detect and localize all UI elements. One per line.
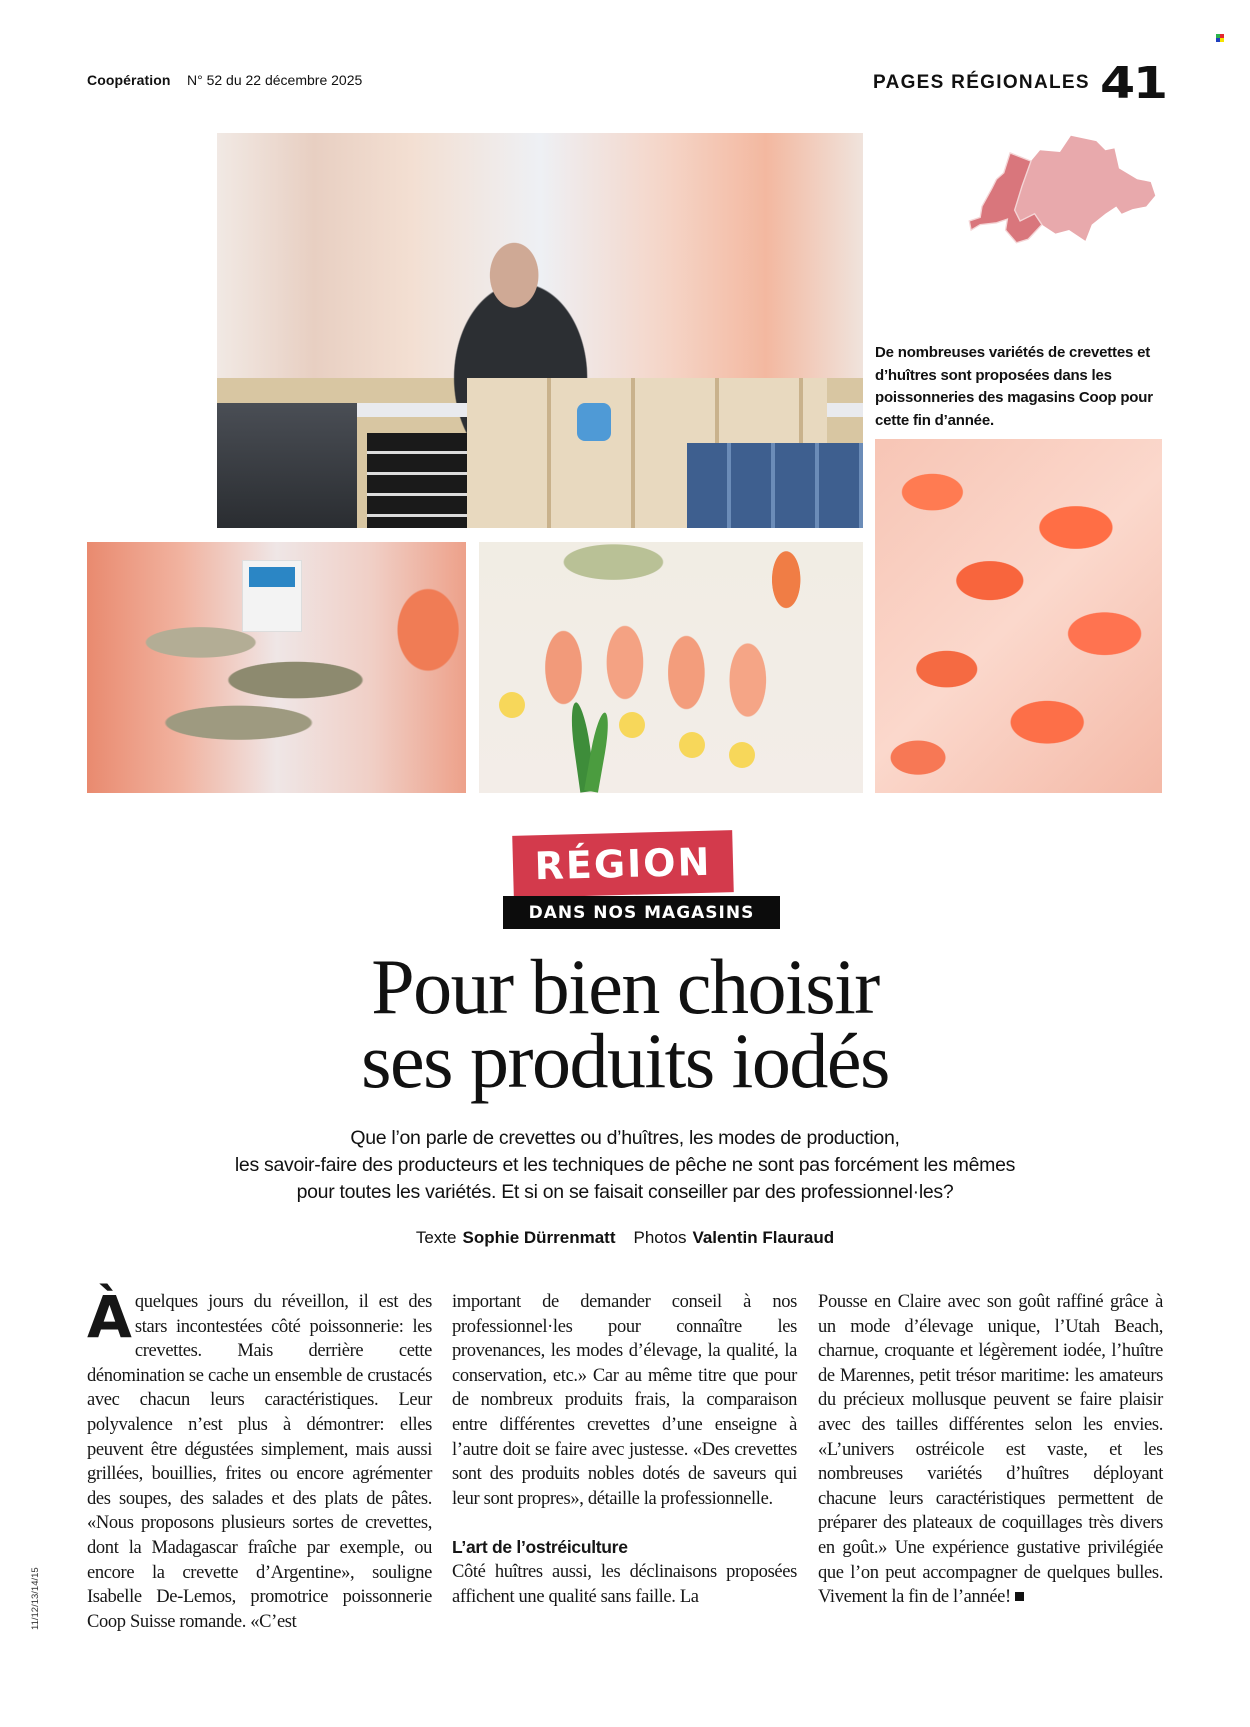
end-of-article-icon (1015, 1592, 1024, 1601)
lede-line: les savoir-faire des producteurs et les techniques de pêche ne sont pas forcément les mêmes (234, 1154, 1016, 1176)
body-column-1 (87, 1283, 432, 1634)
body-text: Côté huîtres aussi, les déclinaisons proposées affichent une qualité sans faille. La (452, 1561, 797, 1607)
body-text: Pousse en Claire avec son goût raffiné grâce à un mode d’élevage unique, l’Utah Beach, charnue, croquante et légèrement iodée, l’huître de Marennes, petit trésor maritime: les amateurs du précieux mollusque peuvent se faire plaisir avec des tailles différentes selon les envies. «L’univers ostréicole est vaste, et les nombreuses variétés d’huîtres déployant chacune leurs caractéristiques permettent de préparer des plateaux de coquillages très divers en goût.» Une expérience gustative privilégiée que l’on peut accompagner de quelques bulles. Vivement la fin de l’année! (818, 1292, 1163, 1608)
body-text: important de demander conseil à nos professionnel·les pour connaître les provenances, les modes d’élevage, la qualité, la conservation, etc.» Car au même titre que pour de nombreux produits frais, la comparaison entre différentes crevettes d’une enseigne à l’autre doit se faire avec justesse. «Des crevettes sont des produits nobles dotés de saveurs qui leur sont propres», détaille la professionnelle. (452, 1292, 797, 1509)
article-lede (0, 1125, 1250, 1206)
photo-fishmonger-oysters (217, 133, 863, 528)
in-store-badge (503, 896, 780, 929)
section-subhead: L’art de l’ostréiculture (452, 1537, 628, 1558)
page-number: 41 (1100, 58, 1166, 109)
body-text: quelques jours du réveillon, il est des stars incontestées côté poissonnerie: les crevettes. Mais derrière cette dénomination se cache un ensemble de crustacés avec chacun leurs caractéristiques. Leur polyvalence n’est plus à démontrer: elles peuvent être dégustées simplement, mais aussi grillées, bouillies, frites ou encore agrémenter des soupes, des salades et des plats de pâtes. «Nous proposons plusieurs sortes de crevettes, dont la Madagascar fraîche par exemple, ou encore la crevette d’Argentine», souligne Isabelle De-Lemos, promotrice poissonnerie Coop Suisse romande. «C’est (87, 1292, 432, 1632)
switzerland-map-icon (958, 123, 1162, 250)
publication-name: Coopération (87, 72, 171, 88)
photographer-name: Valentin Flauraud (692, 1228, 835, 1247)
registration-mark-icon (1216, 34, 1224, 42)
photo-cooked-shrimps (875, 439, 1162, 793)
title-line: Pour bien choisir (371, 943, 879, 1030)
lede-line: pour toutes les variétés. Et si on se faisait conseiller par des professionnel·les? (296, 1181, 954, 1203)
text-label: Texte (415, 1228, 457, 1247)
photo-caption: De nombreuses variétés de crevettes et d’huîtres sont proposées dans les poissonneries des magasins Coop pour cette fin d’année. (875, 344, 1153, 429)
region-badge (512, 830, 734, 898)
section-title: PAGES RÉGIONALES (873, 72, 1090, 93)
title-line: ses produits iodés (361, 1017, 889, 1104)
drop-cap: À (87, 1283, 130, 1351)
byline (0, 1228, 1250, 1248)
in-store-badge-label: DANS NOS MAGASINS (528, 902, 755, 923)
lede-line: Que l’on parle de crevettes ou d’huîtres, les modes de production, (350, 1127, 900, 1149)
edition-code: 11/12/13/14/15 (30, 1567, 41, 1630)
photos-label: Photos (633, 1228, 687, 1247)
body-column-2 (452, 1290, 797, 1609)
author-name: Sophie Dürrenmatt (462, 1228, 616, 1247)
article-title (0, 943, 1250, 1104)
issue-info: N° 52 du 22 décembre 2025 (187, 72, 363, 88)
body-column-3 (818, 1290, 1163, 1610)
region-badge-label: RÉGION (534, 839, 712, 889)
photo-langoustine-platter (479, 542, 863, 793)
photo-raw-prawns (87, 542, 466, 793)
